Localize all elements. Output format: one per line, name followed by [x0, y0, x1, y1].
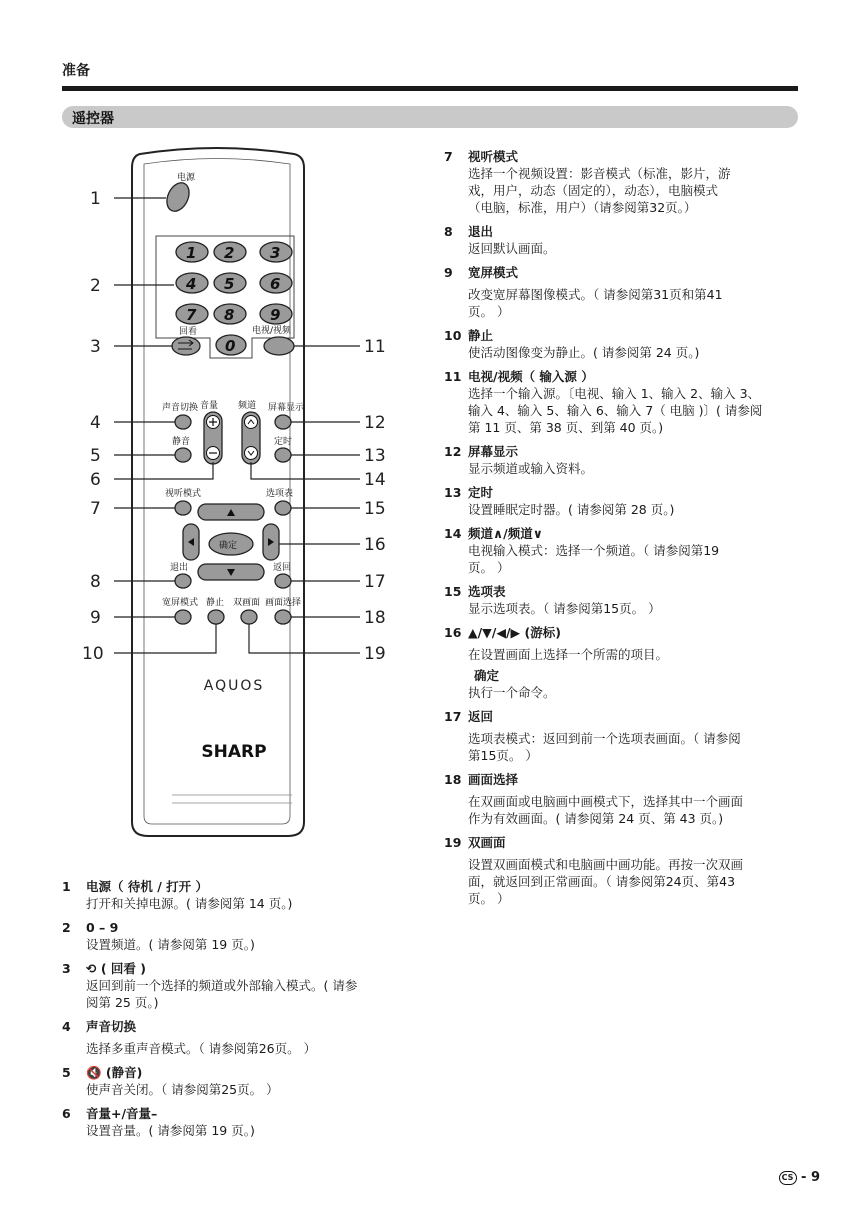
item-description-line: 选择一个输入源。〔电视、输入 1、输入 2、输入 3、 [468, 386, 761, 401]
av-mode-label: 视听模式 [165, 489, 202, 499]
list-item [444, 583, 802, 617]
digit-label-9: 9 [270, 306, 281, 324]
item-description-line: 在设置画面上选择一个所需的项目。 [468, 647, 669, 662]
item-description-line: 面，就返回到正常画面。（ 请参阅第24页、第43 [468, 874, 736, 889]
sound-label: 声音切换 [162, 403, 199, 413]
item-title: 0 – 9 [86, 920, 119, 935]
item-description-line: 设置音量。( 请参阅第 19 页。) [86, 1123, 255, 1138]
list-item [62, 878, 422, 912]
item-title: 音量+/音量– [86, 1106, 158, 1121]
item-title: 声音切换 [86, 1019, 137, 1034]
item-number: 1 [62, 879, 71, 894]
list-item [444, 264, 802, 320]
callout-8: 8 [90, 572, 101, 592]
remote-illustration [62, 140, 422, 860]
callout-14: 14 [364, 470, 386, 490]
item-title: 频道∧/频道∨ [468, 526, 543, 541]
item-number: 9 [444, 265, 453, 280]
dual-label: 双画面 [233, 598, 261, 608]
mute-button[interactable] [175, 448, 191, 462]
screen-select-button[interactable] [275, 610, 291, 624]
exit-label: 退出 [170, 563, 189, 573]
tv-video-button[interactable] [264, 337, 294, 355]
item-title: 退出 [468, 224, 494, 239]
item-sub-description: 执行一个命令。 [468, 685, 556, 700]
item-description-line: 阅第 25 页。) [86, 995, 159, 1010]
right-description-list [444, 148, 802, 914]
menu-label: 选项表 [266, 489, 294, 499]
item-description-line: 设置双画面模式和电脑画中画功能。再按一次双画 [468, 857, 744, 872]
callout-12: 12 [364, 413, 386, 433]
item-description-line: 选择一个视频设置：影音模式（标准，影片，游 [468, 166, 731, 181]
digit-label-3: 3 [270, 244, 281, 262]
item-number: 2 [62, 920, 71, 935]
sleep-button[interactable] [275, 448, 291, 462]
item-title: 电视/视频（ 输入源 ） [468, 369, 594, 384]
item-number: 4 [62, 1019, 71, 1034]
digit-label-2: 2 [224, 244, 235, 262]
item-number: 18 [444, 772, 462, 787]
callout-7: 7 [90, 499, 101, 519]
item-number: 7 [444, 149, 453, 164]
item-title: 返回 [468, 709, 494, 724]
freeze-label: 静止 [206, 598, 225, 608]
item-description-line: 输入 4、输入 5、输入 6、输入 7（ 电脑 )〕( 请参阅 [468, 403, 763, 418]
item-description-line: 电视输入模式：选择一个频道。（ 请参阅第19 [468, 543, 720, 558]
flashback-label: 回看 [179, 327, 198, 337]
list-item [62, 1018, 422, 1057]
item-number: 12 [444, 444, 462, 459]
list-item [62, 1105, 422, 1139]
list-item [444, 708, 802, 764]
digit-label-0: 0 [225, 337, 236, 355]
item-description-line: 第15页。 ） [468, 748, 538, 763]
item-description-line: 选项表模式：返回到前一个选项表画面。（ 请参阅 [468, 731, 741, 746]
item-description-line: 页。 ） [468, 560, 510, 575]
mute-label: 静音 [172, 437, 191, 447]
callout-4: 4 [90, 413, 101, 433]
item-title: ⟲ ( 回看 ) [86, 961, 146, 976]
display-label: 屏幕显示 [268, 403, 305, 413]
callout-3: 3 [90, 337, 101, 357]
item-title: 静止 [468, 328, 494, 343]
digit-label-7: 7 [186, 306, 197, 324]
item-title: 双画面 [468, 835, 506, 850]
item-number: 14 [444, 526, 462, 541]
page-number [779, 1170, 821, 1185]
list-item [444, 368, 802, 436]
menu-button[interactable] [275, 501, 291, 515]
return-label: 返回 [273, 563, 292, 573]
item-description-line: 打开和关掉电源。( 请参阅第 14 页。) [86, 896, 293, 911]
callout-5: 5 [90, 446, 101, 466]
enter-label: 确定 [219, 541, 238, 551]
digit-label-4: 4 [186, 275, 197, 293]
brand-aquos: AQUOS [203, 678, 265, 694]
item-description-line: 设置睡眠定时器。( 请参阅第 28 页。) [468, 502, 675, 517]
list-item [444, 223, 802, 257]
sleep-label: 定时 [274, 437, 293, 447]
digit-label-8: 8 [224, 306, 235, 324]
item-description-line: 设置频道。( 请参阅第 19 页。) [86, 937, 255, 952]
item-number: 8 [444, 224, 453, 239]
item-number: 10 [444, 328, 462, 343]
item-number: 17 [444, 709, 462, 724]
list-item [62, 960, 422, 1011]
item-title: 选项表 [468, 584, 506, 599]
item-number: 16 [444, 625, 462, 640]
brand-sharp: SHARP [201, 742, 267, 762]
item-number: 11 [444, 369, 462, 384]
callout-10: 10 [82, 644, 104, 664]
wide-label: 宽屏模式 [162, 598, 199, 608]
digit-label-5: 5 [224, 275, 235, 293]
select-label: 画面选择 [265, 598, 302, 608]
item-title: 宽屏模式 [468, 265, 519, 280]
list-item [444, 327, 802, 361]
callout-16: 16 [364, 535, 386, 555]
item-description-line: 选择多重声音模式。（ 请参阅第26页。 ） [86, 1041, 317, 1056]
list-item [444, 834, 802, 907]
item-number: 3 [62, 961, 71, 976]
section-title: 遥控器 [72, 111, 114, 127]
callout-1: 1 [90, 189, 101, 209]
list-item [444, 771, 802, 827]
sound-button[interactable] [175, 415, 191, 429]
left-description-list [62, 878, 422, 1146]
callout-6: 6 [90, 470, 101, 490]
callout-2: 2 [90, 276, 101, 296]
page-number-text: - 9 [801, 1170, 820, 1185]
callout-15: 15 [364, 499, 386, 519]
list-item [62, 1064, 422, 1098]
item-title: 画面选择 [468, 772, 519, 787]
item-description-line: 作为有效画面。( 请参阅第 24 页、第 43 页。) [468, 811, 724, 826]
item-title: 电源（ 待机 / 打开 ） [86, 879, 208, 894]
language-badge: CS [779, 1171, 797, 1185]
item-sub-title: 确定 [474, 668, 500, 683]
page-header: 准备 [62, 63, 90, 79]
callout-17: 17 [364, 572, 386, 592]
list-item [444, 525, 802, 576]
item-number: 6 [62, 1106, 71, 1121]
exit-button[interactable] [175, 574, 191, 588]
channel-label: 频道 [238, 401, 257, 411]
item-description-line: 使活动图像变为静止。( 请参阅第 24 页。) [468, 345, 700, 360]
channel-down-icon [245, 447, 258, 460]
dual-button[interactable] [241, 610, 257, 624]
power-label: 电源 [177, 173, 196, 183]
item-number: 5 [62, 1065, 71, 1080]
item-description-line: 使声音关闭。（ 请参阅第25页。 ） [86, 1082, 279, 1097]
callout-11: 11 [364, 337, 386, 357]
item-title: 屏幕显示 [468, 444, 519, 459]
section-bar [62, 106, 798, 128]
av-mode-button[interactable] [175, 501, 191, 515]
callout-19: 19 [364, 644, 386, 664]
item-description-line: 页。 ） [468, 304, 510, 319]
return-button[interactable] [275, 574, 291, 588]
item-number: 13 [444, 485, 462, 500]
flashback-button[interactable] [172, 337, 200, 355]
list-item [444, 624, 802, 701]
item-description-line: 显示频道或输入资料。 [468, 461, 594, 476]
item-title: 视听模式 [468, 149, 519, 164]
item-description-line: 在双画面或电脑画中画模式下，选择其中一个画面 [468, 794, 744, 809]
item-description-line: 戏，用户，动态（固定的），动态），电脑模式 [468, 183, 719, 198]
list-item [62, 919, 422, 953]
item-description-line: 返回默认画面。 [468, 241, 556, 256]
digit-label-6: 6 [270, 275, 281, 293]
item-number: 19 [444, 835, 462, 850]
item-title: ▲/▼/◀/▶ (游标) [468, 625, 561, 640]
item-description-line: 返回到前一个选择的频道或外部输入模式。( 请参 [86, 978, 358, 993]
callout-18: 18 [364, 608, 386, 628]
list-item [444, 443, 802, 477]
freeze-button[interactable] [208, 610, 224, 624]
item-description-line: 页。 ） [468, 891, 510, 906]
digit-label-1: 1 [186, 244, 197, 262]
list-item [444, 148, 802, 216]
item-title: 定时 [468, 485, 494, 500]
item-description-line: （电脑，标准，用户）（请参阅第32页。） [468, 200, 697, 215]
item-number: 15 [444, 584, 462, 599]
item-description-line: 第 11 页、第 38 页、到第 40 页。) [468, 420, 664, 435]
item-description-line: 改变宽屏幕图像模式。（ 请参阅第31页和第41 [468, 287, 723, 302]
callout-9: 9 [90, 608, 101, 628]
list-item [444, 484, 802, 518]
channel-up-icon [245, 416, 258, 429]
wide-button[interactable] [175, 610, 191, 624]
item-description-line: 显示选项表。（ 请参阅第15页。 ） [468, 601, 661, 616]
display-button[interactable] [275, 415, 291, 429]
item-title: 🔇 (静音) [86, 1065, 143, 1080]
callout-13: 13 [364, 446, 386, 466]
tv-video-label: 电视/视频 [252, 326, 292, 336]
header-rule [62, 86, 798, 91]
volume-label: 音量 [200, 401, 219, 411]
